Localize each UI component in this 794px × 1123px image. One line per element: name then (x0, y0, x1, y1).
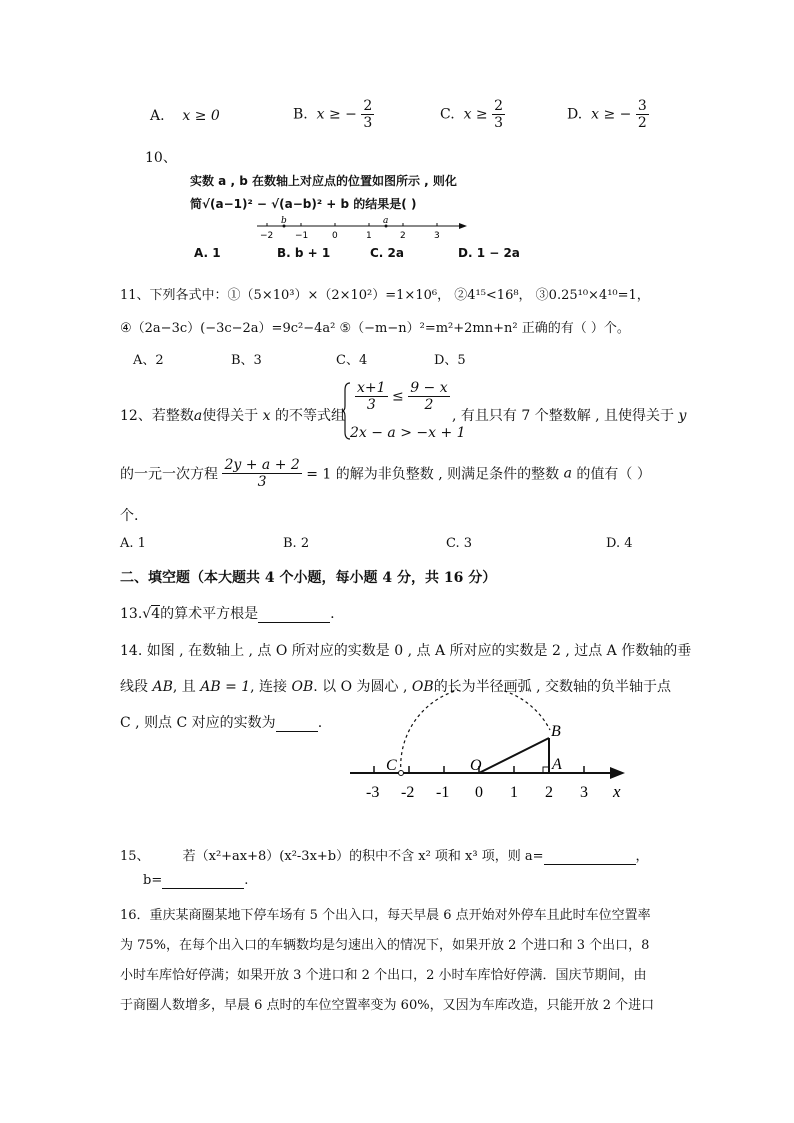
fraction-den: 3 (363, 115, 373, 132)
text: , 且 (172, 679, 196, 695)
equation: AB = 1 (200, 679, 251, 695)
fraction (355, 380, 388, 413)
q9-option-b (293, 98, 374, 131)
text: ， (635, 849, 649, 864)
q12-line3: 个. (120, 508, 139, 524)
sqrt-icon: √ (142, 606, 152, 622)
option-label: D. (567, 106, 583, 123)
tick-label: 2 (400, 231, 406, 241)
text: . 以 O 为圆心 , (313, 679, 408, 695)
fraction (636, 98, 649, 131)
q9-option-a (150, 108, 220, 124)
answer-blank-b[interactable] (162, 873, 244, 889)
segment-ob: OB (291, 679, 314, 695)
q10-number-line (255, 216, 470, 246)
segment-ob: OB (411, 679, 434, 695)
tick-label: −2 (260, 231, 274, 241)
var-a: a (563, 465, 572, 482)
q11-option-c: C、4 (336, 353, 368, 368)
q12-ineq1 (355, 380, 450, 413)
tick-label: -2 (401, 784, 415, 801)
fraction (361, 98, 374, 131)
var-y: y (678, 408, 687, 424)
axis-arrow (459, 223, 467, 229)
label-b: B (551, 723, 561, 740)
fraction (222, 457, 301, 490)
tick-label: -1 (436, 784, 450, 801)
text: , 连接 (250, 679, 288, 695)
fraction-num: 2 (494, 98, 504, 114)
q16-line: 为 75%，在每个出入口的车辆数均是匀速出入的情况下，如果开放 2 个进口和 3 个出口，8 (120, 938, 650, 953)
text: b= (143, 873, 163, 888)
fraction (408, 380, 449, 413)
text: 使得关于 (202, 408, 259, 424)
text: 15、 (120, 849, 150, 864)
label-b: b (281, 216, 287, 226)
q16-line: 小时车库恰好停满；如果开放 3 个进口和 2 个出口，2 小时车库恰好停满．国庆节期间，由 (120, 968, 647, 983)
fraction-num: 2y + a + 2 (224, 457, 300, 473)
text: 的值有（ ） (576, 466, 651, 483)
q10-line1: 实数 a , b 在数轴上对应点的位置如图所示 , 则化 (190, 174, 457, 188)
text: 的一元一次方程 (120, 466, 218, 483)
tick-label: 3 (580, 784, 588, 801)
q12-option-c: C. 3 (446, 536, 473, 551)
answer-blank[interactable] (258, 606, 330, 623)
label-a: a (383, 216, 389, 226)
fraction-den: 2 (637, 115, 647, 132)
q13 (120, 603, 335, 623)
q15-line1 (120, 845, 649, 865)
tick-label: 1 (366, 231, 372, 241)
q11-option-d: D、5 (434, 353, 466, 368)
q10-option-c: C. 2a (370, 246, 404, 260)
var-a: a (193, 408, 203, 424)
text: 线段 (120, 679, 148, 695)
fraction (492, 98, 505, 131)
fraction-num: 2 (363, 98, 373, 114)
text: 的算术平方根是 (160, 606, 259, 622)
label-c: C (386, 757, 397, 774)
option-expr: x ≥ − (591, 106, 632, 123)
fraction-num: 9 − x (410, 380, 448, 396)
axis-arrow-icon (610, 767, 625, 779)
tick-label: 1 (510, 784, 518, 801)
q16-line: 于商圈人数增多，早晨 6 点时的车位空置率变为 60%，又因为车库改造，只能开放 2 个进口 (120, 998, 655, 1013)
tick-label: 2 (545, 784, 553, 801)
q12-line1-suffix (452, 405, 686, 425)
fraction-den: 3 (257, 474, 267, 491)
answer-blank[interactable] (276, 715, 318, 732)
tick-label: 3 (434, 231, 440, 241)
text: . (244, 873, 249, 888)
option-label: B. (293, 106, 308, 123)
radicand: 4 (151, 606, 161, 622)
tick-label: 0 (332, 231, 338, 241)
option-expr: x ≥ 0 (182, 108, 220, 124)
text: , 有且只有 7 个整数解 , 且使得关于 (452, 408, 675, 424)
text: 13. (120, 606, 143, 622)
tick-label: 0 (475, 784, 483, 801)
tick-label: -3 (366, 784, 380, 801)
text: 的长为半径画弧 , 交数轴的负半轴于点 (433, 679, 672, 695)
option-label: C. (440, 106, 455, 123)
fraction-num: x+1 (357, 380, 386, 396)
q12-line2 (120, 457, 651, 490)
q12-option-d: D. 4 (606, 536, 633, 551)
section-title: 二、填空题（本大题共 4 个小题，每小题 4 分，共 16 分） (120, 570, 497, 586)
option-expr: x ≥ (463, 106, 488, 123)
label-o: O (470, 757, 482, 774)
var-x: x (262, 408, 271, 424)
q15-line2 (143, 873, 248, 889)
q12-option-b: B. 2 (283, 536, 310, 551)
option-expr: x ≥ − (316, 106, 357, 123)
label-x: x (613, 782, 621, 801)
text: 的不等式组 (275, 408, 345, 424)
q11-line1: 11、下列各式中：①（5×10³）×（2×10²）=1×10⁶， ②4¹⁵<16⁸， ③0.25¹⁰×4¹⁰=1， (120, 288, 650, 303)
fraction-den: 3 (366, 397, 376, 414)
q11-option-b: B、3 (231, 353, 262, 368)
q9-option-c (440, 98, 505, 131)
tick-label: −1 (295, 231, 309, 241)
option-label: A. (150, 108, 165, 124)
text: C , 则点 C 对应的实数为 (120, 715, 276, 731)
q12-ineq2: 2x − a > −x + 1 (350, 425, 466, 441)
q11-line2: ④（2a−3c）(−3c−2a）=9c²−4a² ⑤（−m−n）²=m²+2mn+n² 正确的有（ ）个。 (120, 321, 630, 336)
fraction-num: 3 (637, 98, 647, 114)
q12-line1-prefix (120, 405, 345, 425)
q10-option-b: B. b + 1 (277, 246, 331, 260)
q12-option-a: A. 1 (120, 536, 146, 551)
answer-blank-a[interactable] (544, 849, 636, 865)
q10-option-d: D. 1 − 2a (458, 246, 520, 260)
point-c (399, 771, 404, 776)
q10-line2: 简√(a−1)² − √(a−b)² + b 的结果是( ) (190, 197, 417, 211)
q14-figure (340, 690, 640, 805)
segment-ab: AB (152, 679, 173, 695)
text: . (330, 606, 335, 622)
text: 12、若整数 (120, 408, 194, 424)
operator: ≤ (392, 388, 404, 405)
q10-number: 10、 (145, 150, 177, 166)
text: 若（x²+ax+8）(x²-3x+b）的积中不含 x² 项和 x³ 项，则 a= (182, 849, 544, 864)
label-a: A (552, 756, 562, 773)
fraction-den: 3 (494, 115, 504, 132)
q11-option-a: A、2 (133, 353, 164, 368)
fraction-den: 2 (424, 397, 434, 414)
q14-line1: 14. 如图 , 在数轴上 , 点 O 所对应的实数是 0 , 点 A 所对应的实数是 2 , 过点 A 作数轴的垂 (120, 643, 692, 659)
text: . (317, 715, 323, 731)
q14-line3 (120, 712, 322, 732)
q10-option-a: A. 1 (194, 246, 221, 260)
q9-option-d (567, 98, 649, 131)
text: = 1 的解为非负整数 , 则满足条件的整数 (306, 466, 560, 483)
q16-line: 16．重庆某商圈某地下停车场有 5 个出入口，每天早晨 6 点开始对外停车且此时车位空置率 (120, 908, 651, 923)
